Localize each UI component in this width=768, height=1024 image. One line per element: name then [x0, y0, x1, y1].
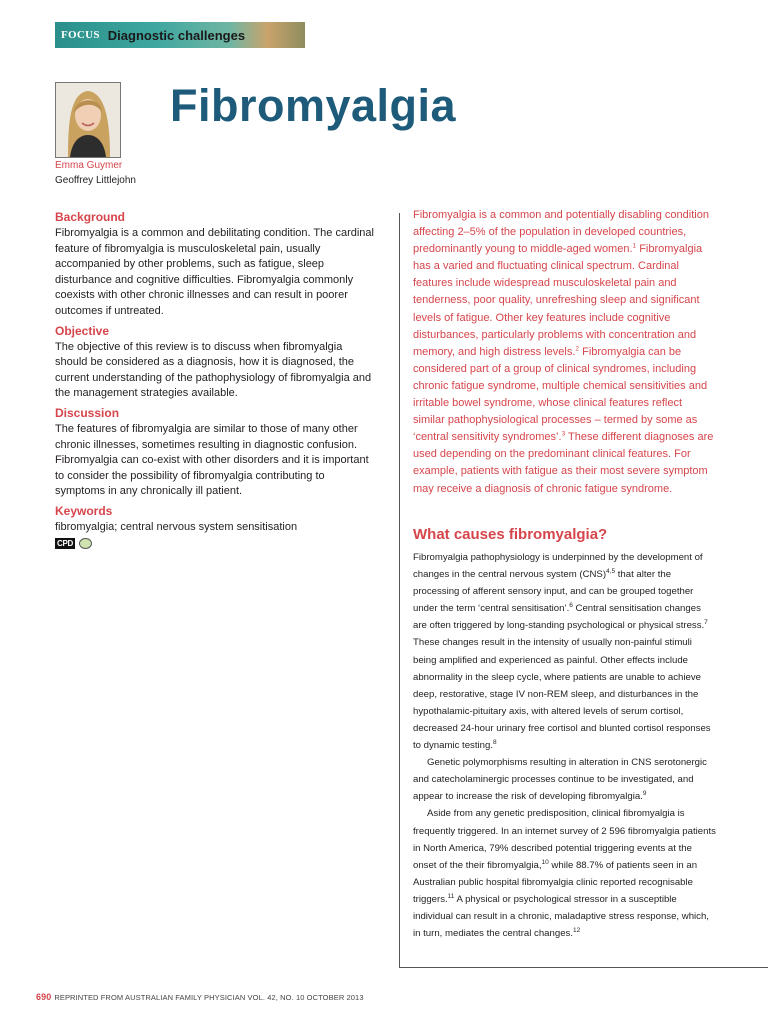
- body-paragraph: Genetic polymorphisms resulting in alteration in CNS serotonergic and catecholaminergic processes continue to be investigated, and appear to increase the risk of developing fibromyalgia.$^9$: [413, 757, 707, 803]
- author-name: Geoffrey Littlejohn: [55, 175, 136, 186]
- objective-heading: Objective: [55, 323, 110, 338]
- background-text: Fibromyalgia is a common and debilitating condition. The cardinal feature of fibromyalgia is musculoskeletal pain, usually accompanied by other problems, such as fatigue, sleep disturbance and cognitive difficulties. Fibromyalgia commonly coexists with other chronic illnesses and can result in poorer outcomes if untreated.: [55, 227, 374, 317]
- badges: [55, 538, 375, 549]
- page-number: 690: [36, 992, 52, 1002]
- article-title: Fibromyalgia: [170, 80, 457, 131]
- column-divider-bottom: [399, 967, 768, 968]
- author-portrait-icon: [56, 83, 120, 157]
- cpd-badge: CPD: [57, 538, 73, 548]
- author-photo: [55, 82, 121, 158]
- keywords-text: fibromyalgia; central nervous system sensitisation: [55, 520, 298, 533]
- section-heading: What causes fibromyalgia?: [413, 526, 608, 543]
- author-name: Emma Guymer: [55, 160, 123, 171]
- body-paragraph: Aside from any genetic predisposition, clinical fibromyalgia is frequently triggered. In an internet survey of 2 596 fibromyalgia patients in North America, 79% described potential triggering events at the onset of the their fibromyalgia,$^{10}$ while 88.7% of patients seen in an Australian public hospital fibromyalgia clinic reported recognisable triggers.$^{11}$ A physical or psychological stressor in a susceptible individual can result in a chronic, maladaptive stress response, which, in turn, mediates the central changes.$^{12}$: [413, 808, 716, 940]
- column-divider: [399, 213, 400, 968]
- body-paragraph: Fibromyalgia pathophysiology is underpinned by the development of changes in the central nervous system (CNS)$^{4,5}$ that alter the processing of afferent sensory input, and can be grouped together under the term ‘central sensitisation’.$^6$ Central sensitisation changes are often triggered by long-standing psychological or physical stress.$^7$ These changes result in the intensity of usually non-painful stimuli being amplified and experienced as painful. Other effects include abnormality in the sleep cycle, where patients are unable to achieve deep, restorative, stage IV non-REM sleep, and disturbances in the hypothalamic-pituitary axis, with altered levels of serum cortisol, decreased 24-hour urinary free cortisol and blunted cortisol responses to dynamic testing.$^8$: [413, 552, 711, 752]
- background-heading: Background: [55, 210, 126, 224]
- objective-text: The objective of this review is to discuss when fibromyalgia should be considered as a diagnosis, how it is diagnosed, the current understanding of the pathophysiology of fibromyalgia and the management strategies available.: [55, 340, 372, 400]
- section-label: Diagnostic challenges: [107, 27, 246, 43]
- intro-paragraph: Fibromyalgia is a common and potentially disabling condition affecting 2–5% of the population in developed countries, predominantly young to middle-aged women.$^1$ Fibromyalgia has a varied and fluctuating clinical spectrum. Cardinal features include widespread musculoskeletal pain and tenderness, poor quality, unrefreshing sleep and significant levels of fatigue. Other key features include cognitive disturbances, particularly problems with concentration and memory, and high distress levels.$^2$ Fibromyalgia can be considered part of a group of clinical syndromes, including chronic fatigue syndrome, multiple chemical sensitivities and irritable bowel syndrome, whose clinical features reflect similar pathophysiological processes – termed by some as ‘central sensitivity syndromes’.$^3$ These different diagnoses are used depending on the predominant clinical features. For example, patients with fatigue as their most severe symptom may receive a diagnosis of chronic fatigue syndrome.: [413, 209, 714, 495]
- leaf-icon: [79, 538, 92, 549]
- footer-text: REPRINTED FROM AUSTRALIAN FAMILY PHYSICIAN VOL. 42, NO. 10 OCTOBER 2013: [54, 993, 364, 1002]
- page-footer: [36, 992, 364, 1002]
- keywords-heading: Keywords: [55, 503, 113, 518]
- section-banner: [55, 22, 305, 48]
- abstract: [55, 210, 375, 549]
- discussion-text: The features of fibromyalgia are similar to those of many other chronic illnesses, sometimes resulting in diagnostic confusion. Fibromyalgia can co-exist with other disorders and it is important to consider the possibility of fibromyalgia contributing to symptoms in any chronically ill patient.: [55, 422, 369, 498]
- discussion-heading: Discussion: [55, 405, 120, 420]
- section-body: [413, 549, 717, 942]
- focus-label: FOCUS: [61, 29, 100, 41]
